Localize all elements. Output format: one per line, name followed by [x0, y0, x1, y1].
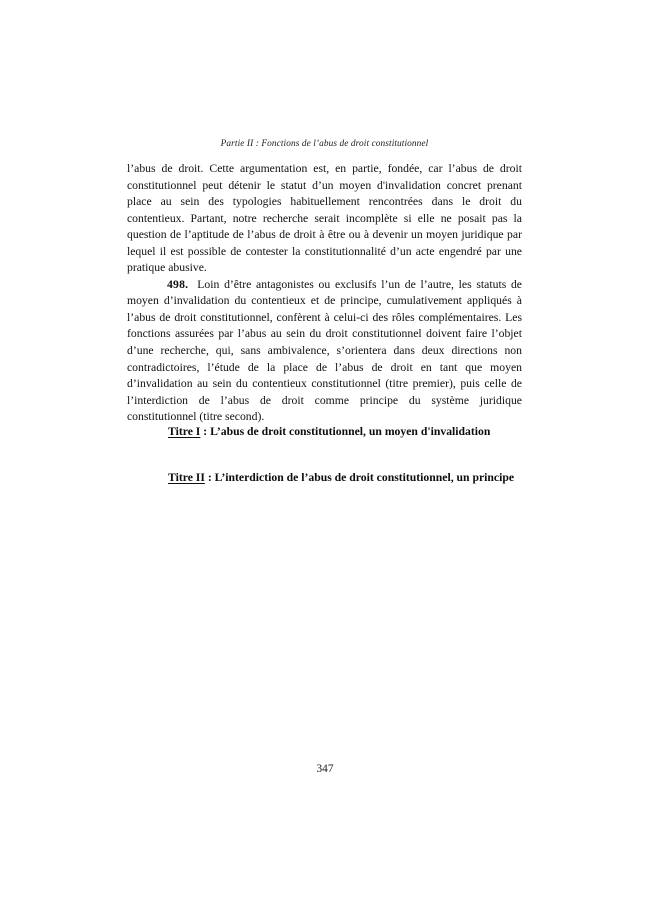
paragraph-number: 498. [167, 277, 189, 291]
titre-2-text: L’interdiction de l’abus de droit constitutionnel, un principe [214, 471, 515, 485]
body-text-block [127, 161, 522, 426]
titre-1-label: Titre I [168, 425, 201, 438]
titre-1-separator: : [200, 425, 211, 438]
paragraph-continuation: l’abus de droit. Cette argumentation est, en partie, fondée, car l’abus de droit constitutionnel peut détenir le statut d’un moyen d'invalidation concret prenant place au sein des typologies habituellement rencontrées dans le droit du contentieux. Partant, notre recherche serait incomplète si elle ne posait pas la question de l’aptitude de l’abus de droit à être ou à devenir un moyen juridique par lequel il est possible de contester la constitutionnalité d’un acte engendré par une pratique abusive. [127, 162, 522, 275]
page-number: 347 [316, 763, 334, 775]
running-head: Partie II : Fonctions de l’abus de droit constitutionnel [220, 139, 429, 149]
titre-2 [168, 470, 520, 486]
titre-1-text: L’abus de droit constitutionnel, un moyen d'invalidation [210, 425, 491, 438]
paragraph-498 [127, 277, 522, 426]
titre-2-label: Titre II [168, 471, 205, 485]
paragraph-498-text: Loin d’être antagonistes ou exclusifs l’un de l’autre, les statuts de moyen d’invalidation du contentieux et de principe, cumulativement appliqués à l’abus de droit constitutionnel, confèrent à celui-ci des rôles complémentaires. Les fonctions assurées par l’abus au sein du droit constitutionnel doivent faire l’objet d’une recherche, qui, sans ambivalence, s’orientera dans deux directions non contradictoires, l’étude de la place de l’abus de droit en tant que moyen d’invalidation au sein du contentieux constitutionnel (titre premier), puis celle de l’interdiction de l’abus de droit comme principe du système juridique constitutionnel (titre second). [127, 277, 522, 424]
titre-1 [168, 424, 520, 440]
titre-2-separator: : [204, 471, 215, 485]
titles-block [168, 424, 520, 486]
